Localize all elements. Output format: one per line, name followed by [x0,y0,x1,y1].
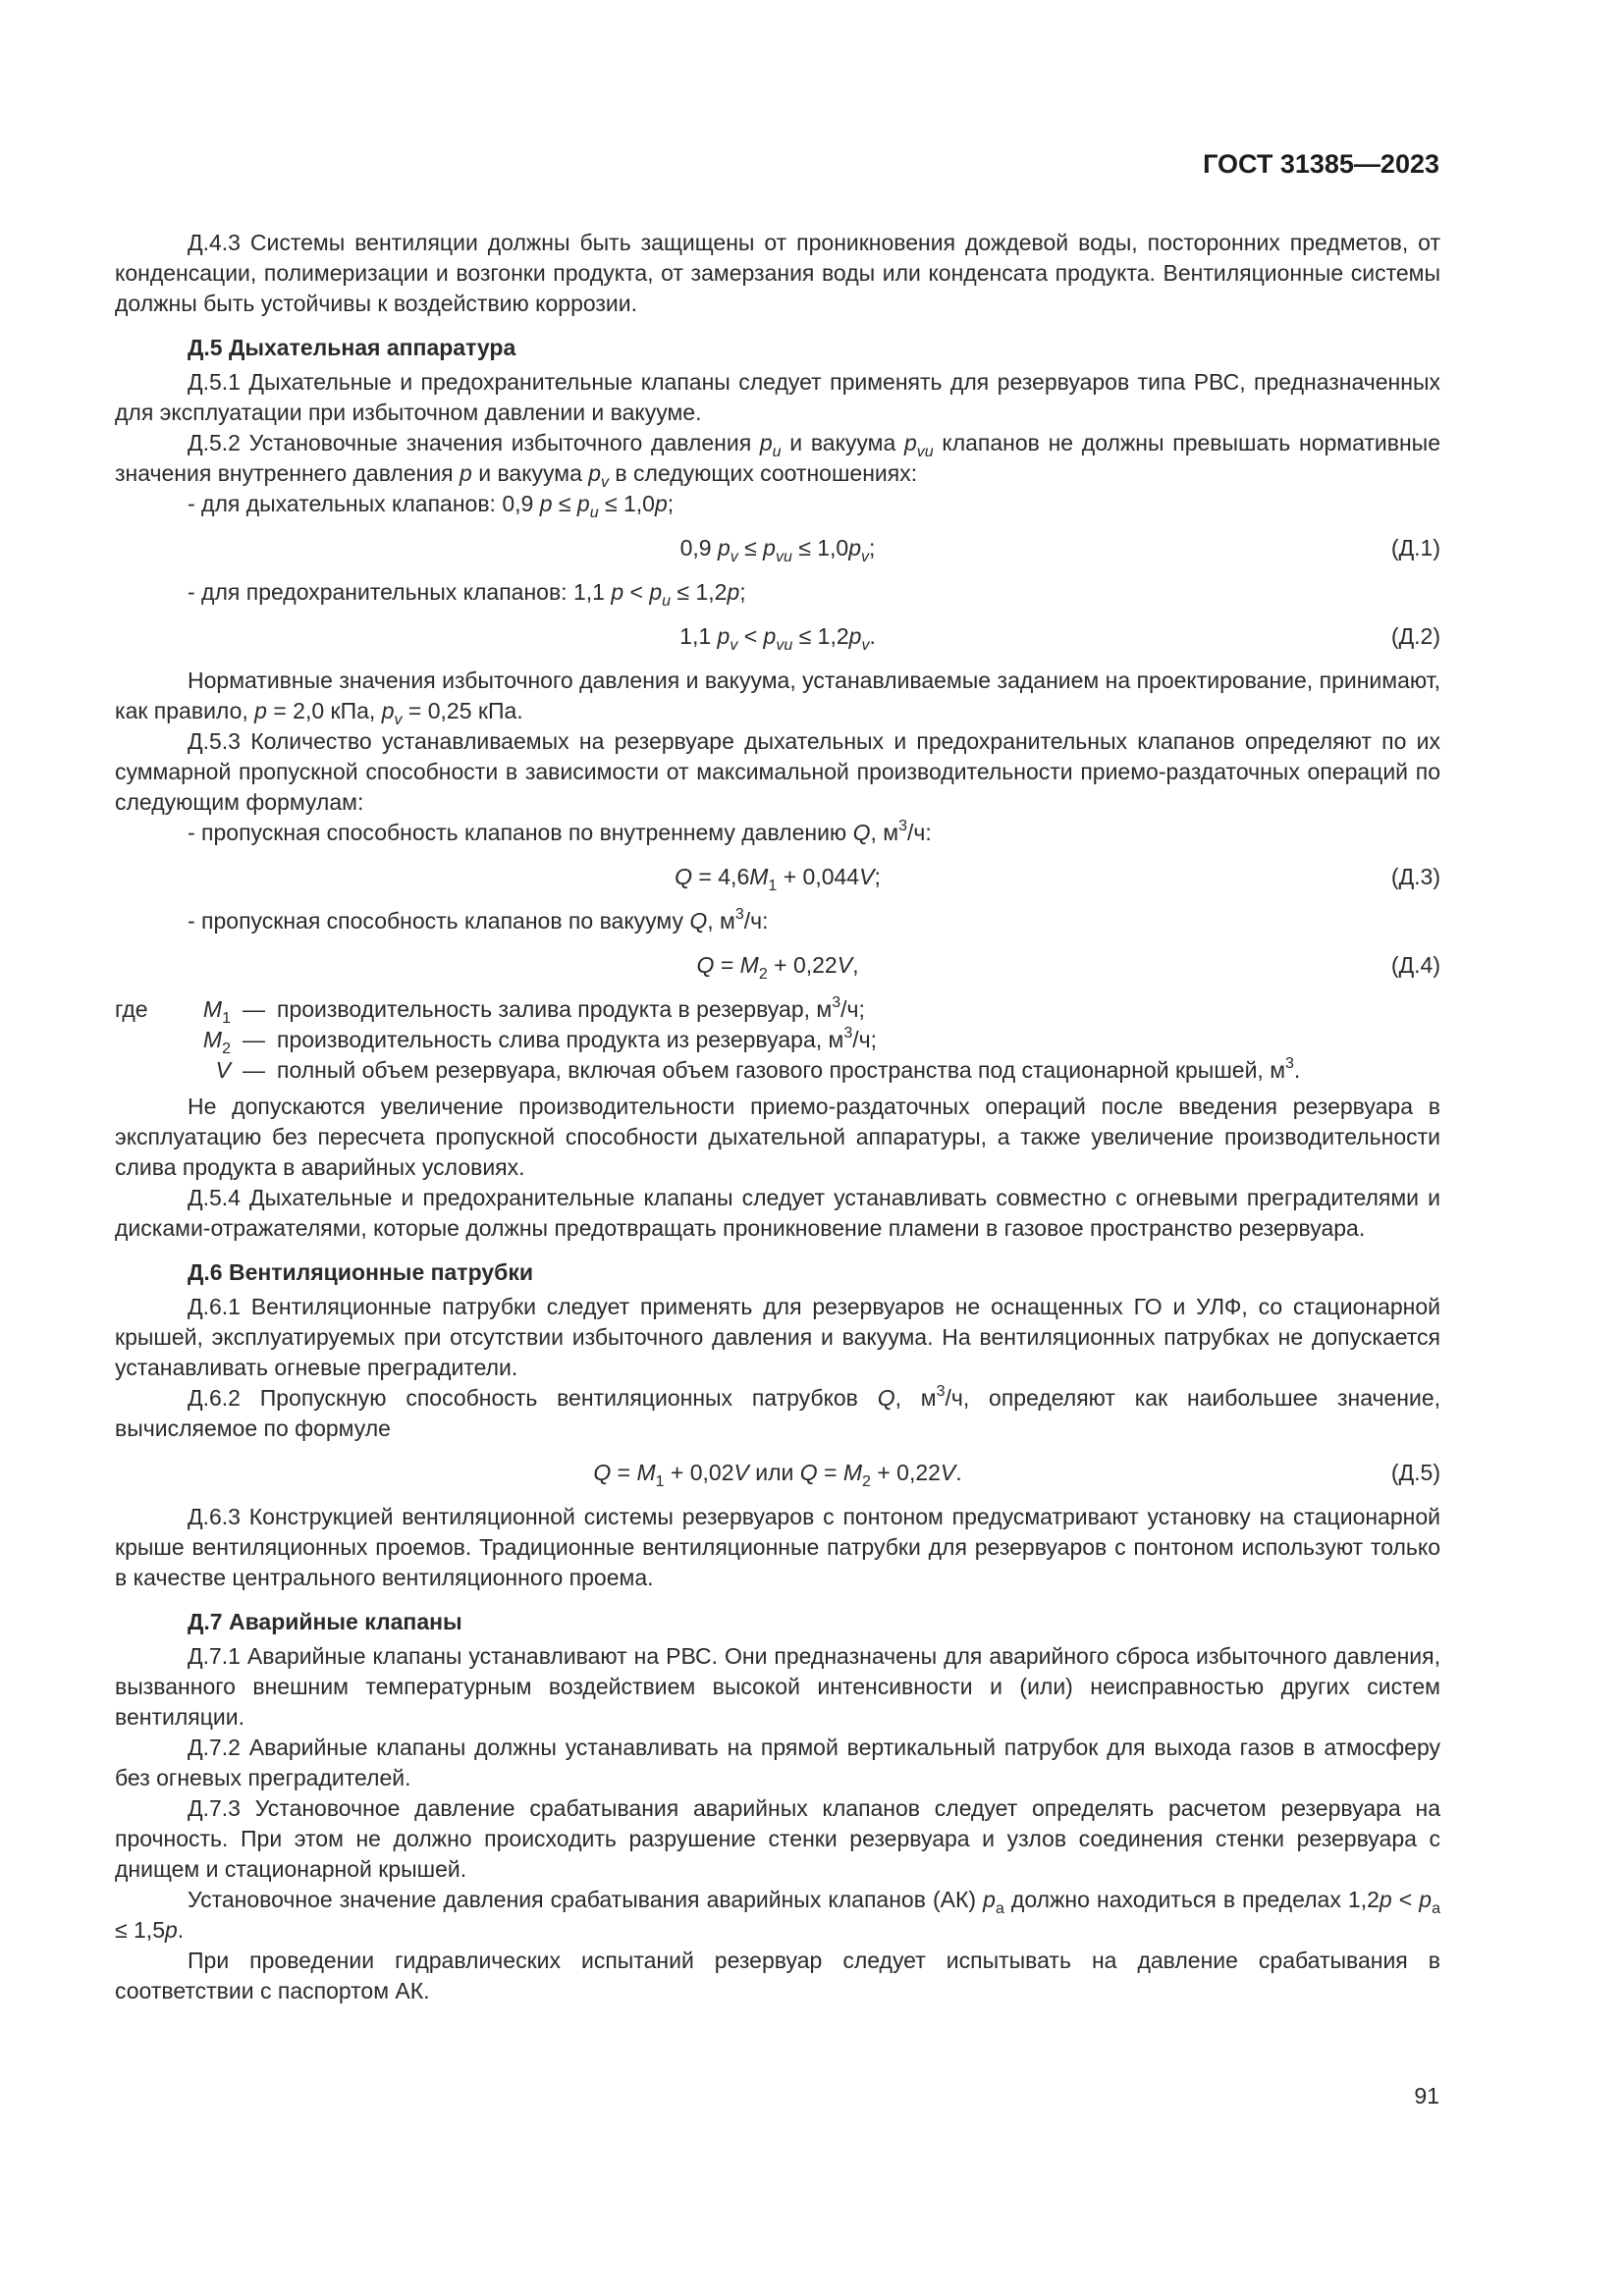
list-item-breathing-valves: - для дыхательных клапанов: 0,9 $p \le p_u \le 1,0p$; [188,491,675,521]
symbol-row: $M_2$ — производительность слива продукта из резервуара, $м^3/ч$; [202,1025,878,1057]
paragraph-d53: Д.5.3 Количество устанавливаемых на резервуаре дыхательных и предохранительных клапанов определяют по их суммарной пропускной способности в зависимости от максимальной производительности приемо-раздаточных операций по следующим формулам: [115,728,1440,815]
paragraph-d62: Д.6.2 Пропускную способность вентиляционных патрубков Q, $м^3/ч$, определяют как наибольшее значение, вычисляемое по формуле [115,1383,1441,1441]
paragraph-d72: Д.7.2 Аварийные клапаны должны устанавливать на прямой вертикальный патрубок для выхода газов в атмосферу без огневых преградителей. [115,1735,1440,1790]
paragraph-d73: Д.7.3 Установочное давление срабатывания аварийных клапанов следует определять расчетом резервуара на прочность. При этом не должно происходить разрушение стенки резервуара и узлов соединения стенки резервуара с днищем и стационарной крышей. [115,1795,1440,1882]
formula-d5 [115,1458,1440,1488]
paragraph-normative-values: Нормативные значения избыточного давления и вакуума, устанавливаемые заданием на проектирование, принимают, как правило, p = 2,0 кПа, $p_v = 0,25$ кПа. [115,667,1440,728]
list-item-capacity-vacuum: - пропускная способность клапанов по вакууму Q, $м^3/ч$: [188,906,769,934]
formula-number: (Д.4) [1390,952,1440,978]
formula-d5-expression: $Q = M_1 + 0,02V$ или $Q = M_2 + 0,22V$. [593,1460,962,1490]
formula-number: (Д.2) [1390,623,1440,649]
paragraph-d63: Д.6.3 Конструкцией вентиляционной системы резервуаров с понтоном предусматривают установку на стационарной крыше вентиляционных проемов. Традиционные вентиляционные патрубки для резервуаров с понтоном используют только в качестве центрального вентиляционного проема. [115,1504,1440,1590]
formula-number: (Д.1) [1390,535,1440,561]
formula-d2 [115,621,1440,652]
formula-d4 [115,950,1440,981]
list-item-capacity-pressure: - пропускная способность клапанов по внутреннему давлению Q, $м^3/ч$: [188,818,932,845]
symbol-row: где $M_1$ — производительность залива продукта в резервуар, $м^3/ч$; [115,994,865,1027]
section-heading-d7: Д.7 Аварийные клапаны [188,1609,462,1634]
paragraph-d52: Д.5.2 Установочные значения избыточного давления $p_u$ и вакуума $p_{vu}$ клапанов не должны превышать нормативные значения внутреннего давления p и вакуума $p_v$ в следующих соотношениях: [115,430,1441,491]
symbol-row: V — полный объем резервуара, включая объем газового пространства под стационарной крышей, $м^3$. [215,1055,1301,1083]
formula-d3-expression: $Q = 4,6M_1 + 0,044V$; [675,864,881,894]
standard-designation: ГОСТ 31385—2023 [1203,149,1439,179]
paragraph-hydro-tests: При проведении гидравлических испытаний резервуар следует испытывать на давление срабатывания в соответствии с паспортом АК. [115,1948,1440,2003]
formula-d1-expression: 0,9 $p_v \le p_{vu} \le 1,0p_v$; [679,535,876,565]
formula-d4-expression: $Q = M_2 + 0,22V$, [696,952,859,983]
section-heading-d5: Д.5 Дыхательная аппаратура [188,335,516,360]
list-item-safety-valves: - для предохранительных клапанов: 1,1 $p < p_u \le 1,2p$; [188,579,746,610]
page-number: 91 [1414,2083,1439,2109]
formula-d2-expression: 1,1 $p_v < p_{vu} \le 1,2p_v$. [679,623,876,654]
paragraph-d71: Д.7.1 Аварийные клапаны устанавливают на РВС. Они предназначены для аварийного сброса избыточного давления, вызванного внешним температурным воздействием высокой интенсивности и (или) неисправностью других систем вентиляции. [115,1643,1440,1730]
section-heading-d6: Д.6 Вентиляционные патрубки [188,1259,533,1285]
formula-number: (Д.5) [1390,1460,1440,1485]
paragraph-d54: Д.5.4 Дыхательные и предохранительные клапаны следует устанавливать совместно с огневыми преградителями и дисками-отражателями, которые должны предотвращать проникновение пламени в газовое пространство резервуара. [115,1185,1440,1241]
paragraph-d51: Д.5.1 Дыхательные и предохранительные клапаны следует применять для резервуаров типа РВС, предназначенных для эксплуатации при избыточном давлении и вакууме. [115,369,1440,425]
formula-number: (Д.3) [1390,864,1440,889]
symbol-explanations [115,994,1440,1086]
paragraph-no-increase: Не допускаются увеличение производительности приемо-раздаточных операций после введения резервуара в эксплуатацию без пересчета пропускной способности дыхательной аппаратуры, а также увеличение производительности слива продукта в аварийных условиях. [115,1094,1440,1180]
paragraph-setpoint: Установочное значение давления срабатывания аварийных клапанов (АК) $p_а$ должно находиться в пределах $1,2p < p_а \le 1,5p$. [115,1887,1440,1943]
document-body [115,228,1440,2006]
formula-d3 [115,862,1440,892]
formula-d1 [115,533,1440,563]
paragraph-d61: Д.6.1 Вентиляционные патрубки следует применять для резервуаров не оснащенных ГО и УЛФ, со стационарной крышей, эксплуатируемых при отсутствии избыточного давления и вакуума. На вентиляционных патрубках не допускается устанавливать огневые преградители. [115,1294,1440,1380]
paragraph-d43: Д.4.3 Системы вентиляции должны быть защищены от проникновения дождевой воды, посторонних предметов, от конденсации, полимеризации и возгонки продукта, от замерзания воды или конденсата продукта. Вентиляционные системы должны быть устойчивы к воздействию коррозии. [115,230,1440,316]
